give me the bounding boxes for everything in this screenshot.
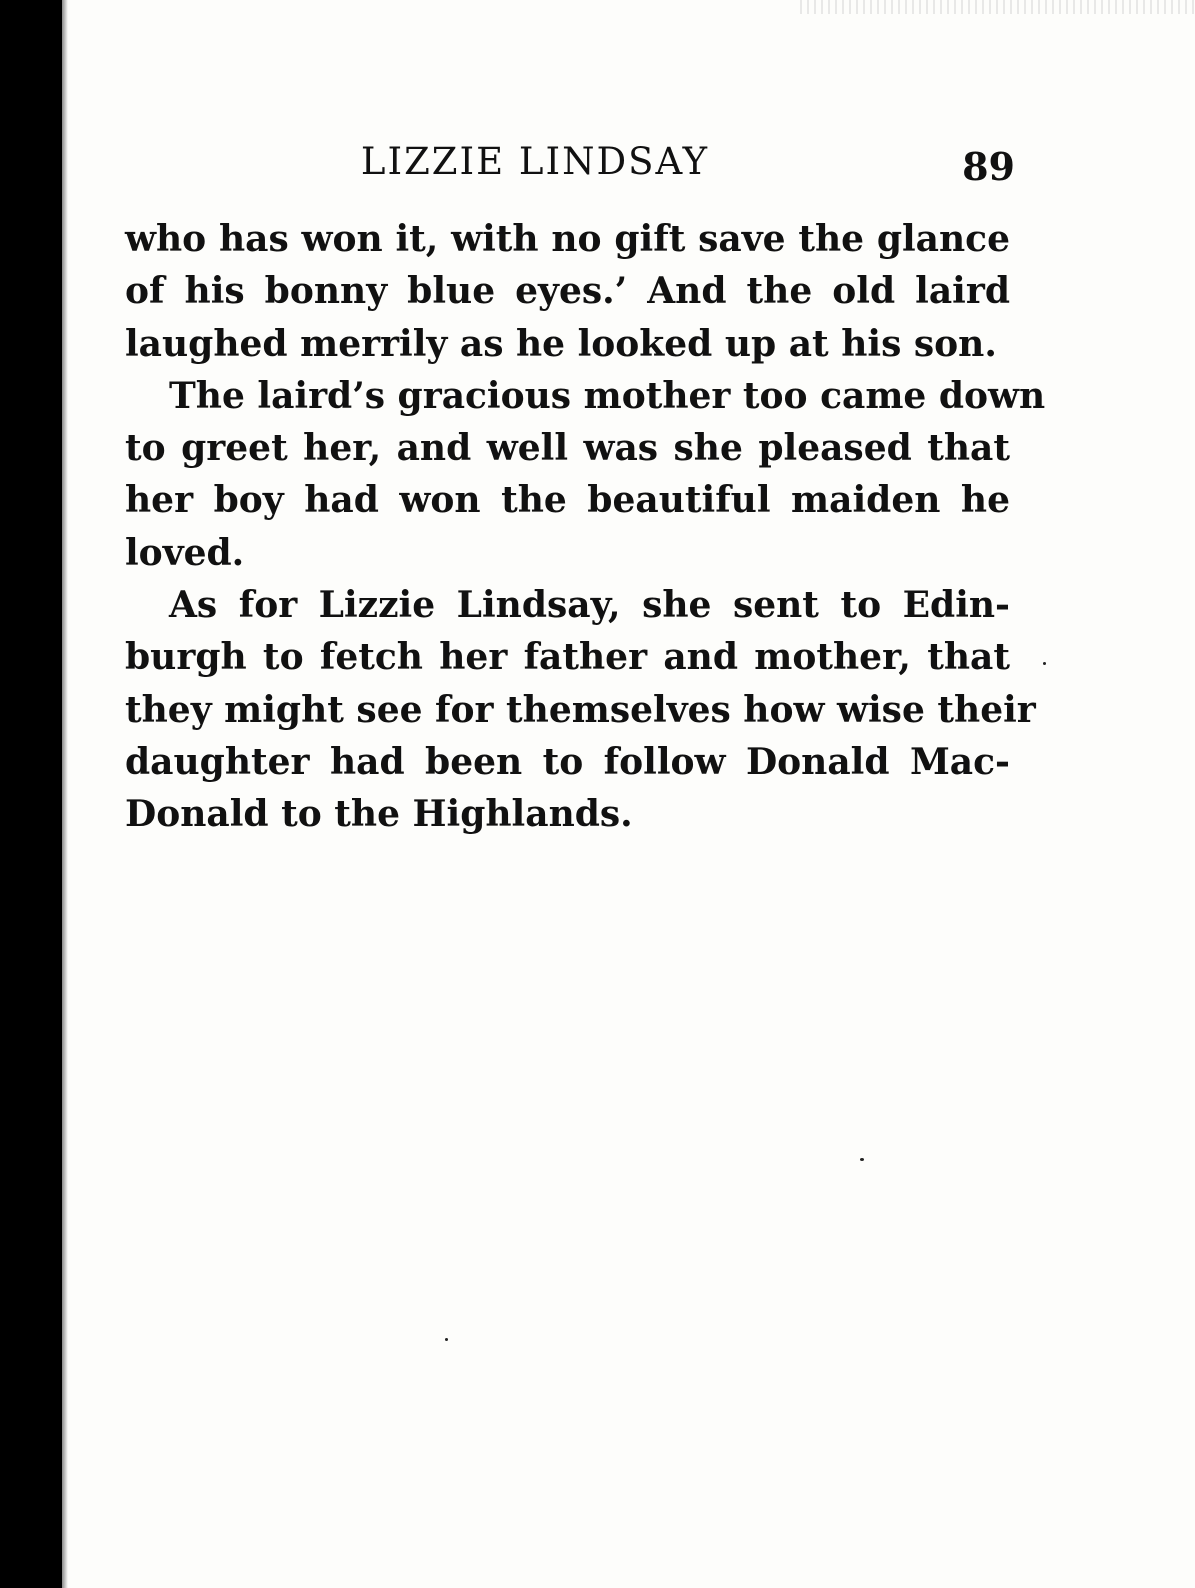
paragraph-3 <box>125 579 1036 840</box>
ink-speck <box>1043 662 1046 665</box>
page-header <box>125 140 1015 200</box>
text-line: Donald to the Highlands. <box>125 793 633 836</box>
text-line: they might see for themselves how wise their <box>125 688 1036 731</box>
binding-edge-shadow <box>0 0 62 1588</box>
paragraph-1 <box>125 213 1010 370</box>
text-line: who has won it, with no gift save the glance <box>125 218 1010 260</box>
paragraph-2 <box>125 370 1046 579</box>
body-text <box>125 213 1046 841</box>
text-line: burgh to fetch her father and mother, that <box>125 636 1010 679</box>
scan-noise <box>800 0 1195 14</box>
ink-speck <box>860 1158 864 1161</box>
text-line: daughter had been to follow Donald Mac- <box>125 740 1010 783</box>
text-line: The laird’s gracious mother too came down <box>169 374 1046 417</box>
text-line: laughed merrily as he looked up at his son. <box>125 322 997 365</box>
page-edge-gradient <box>62 0 68 1588</box>
ink-speck <box>445 1338 448 1341</box>
text-line: to greet her, and well was she pleased that <box>125 427 1010 470</box>
text-line: of his bonny blue eyes.’ And the old laird <box>125 270 1010 313</box>
text-line: loved. <box>125 531 245 574</box>
page-number: 89 <box>962 144 1015 189</box>
running-title: LIZZIE LINDSAY <box>360 140 710 183</box>
text-line: As for Lizzie Lindsay, she sent to Edin- <box>169 584 1010 627</box>
text-line: her boy had won the beautiful maiden he <box>125 479 1010 522</box>
